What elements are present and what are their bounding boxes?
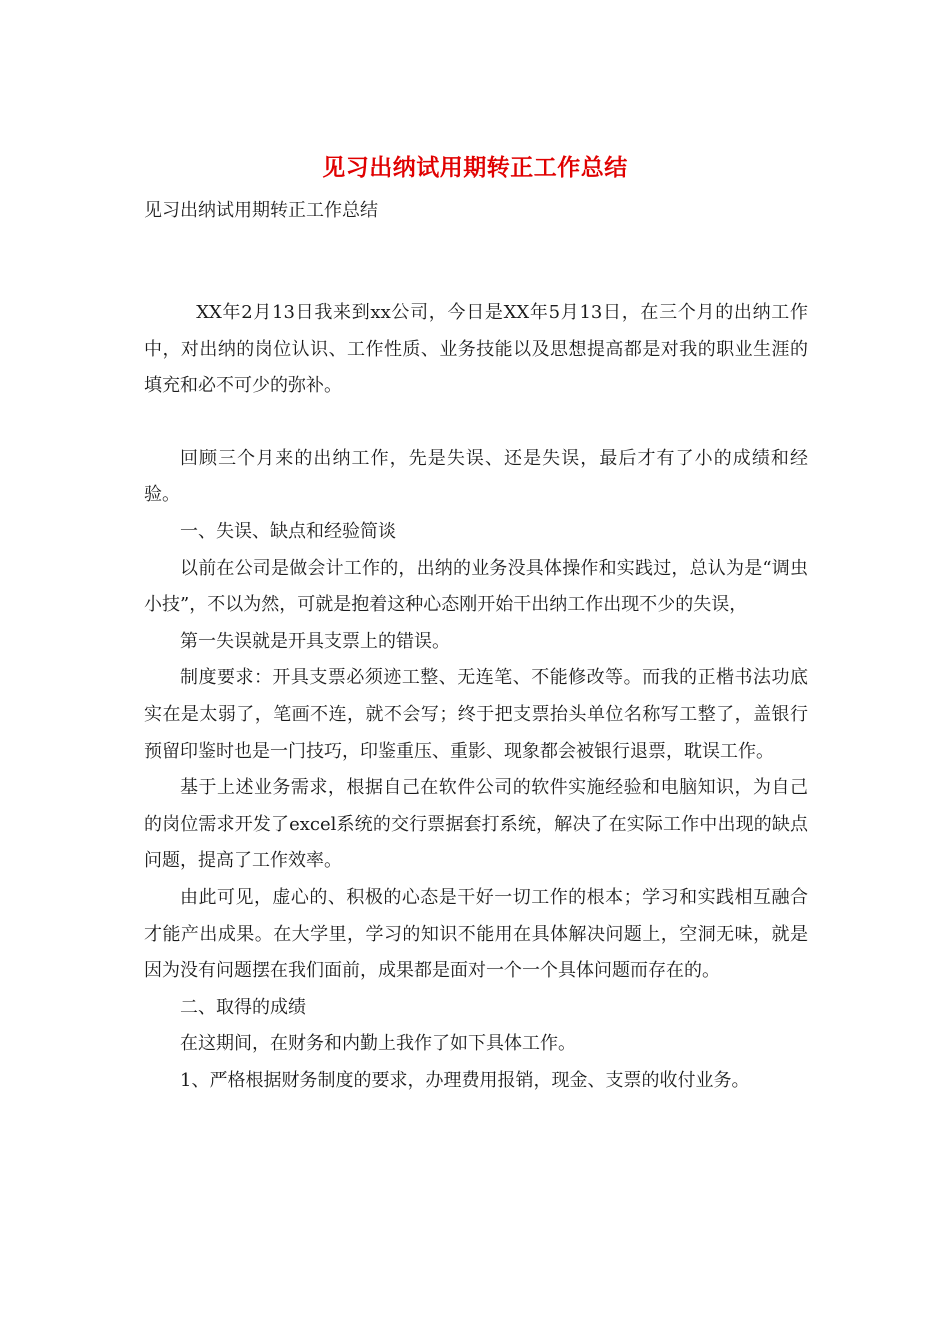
paragraph: 制度要求：开具支票必须迹工整、无连笔、不能修改等。而我的正楷书法功底实在是太弱了，笔画不连，就不会写；终于把支票抬头单位名称写工整了，盖银行预留印鉴时也是一门技巧，印鉴重压、重影、现象都会被银行退票，耽误工作。 <box>144 667 808 762</box>
paragraph: 基于上述业务需求，根据自己在软件公司的软件实施经验和电脑知识，为自己的岗位需求开发了excel系统的交行票据套打系统，解决了在实际工作中出现的缺点问题，提高了工作效率。 <box>144 777 808 872</box>
paragraph: 由此可见，虚心的、积极的心态是干好一切工作的根本；学习和实践相互融合才能产出成果。在大学里，学习的知识不能用在具体解决问题上，空洞无味，就是因为没有问题摆在我们面前，成果都是面对一个一个具体问题而存在的。 <box>144 886 808 982</box>
paragraph: 在这期间，在财务和内勤上我作了如下具体工作。 <box>180 1033 576 1055</box>
document-title: 见习出纳试用期转正工作总结 <box>322 154 628 181</box>
document-subtitle: 见习出纳试用期转正工作总结 <box>144 200 378 221</box>
section-heading-mistakes: 一、失误、缺点和经验简谈 <box>180 520 396 542</box>
document-body <box>144 295 808 1099</box>
paragraph-review: 回顾三个月来的出纳工作，先是失误、还是失误，最后才有了小的成绩和经验。 <box>144 447 808 506</box>
paragraph: 第一失误就是开具支票上的错误。 <box>180 630 450 652</box>
section-heading-achievements: 二、取得的成绩 <box>180 996 306 1018</box>
list-item: 1、严格根据财务制度的要求，办理费用报销，现金、支票的收付业务。 <box>180 1069 750 1091</box>
paragraph: 以前在公司是做会计工作的，出纳的业务没具体操作和实践过，总认为是“调虫小技”，不以为然，可就是抱着这种心态刚开始干出纳工作出现不少的失误， <box>144 557 808 616</box>
paragraph-intro: XX年2月13日我来到xx公司，今日是XX年5月13日，在三个月的出纳工作中，对出纳的岗位认识、工作性质、业务技能以及思想提高都是对我的职业生涯的填充和必不可少的弥补。 <box>144 302 808 397</box>
